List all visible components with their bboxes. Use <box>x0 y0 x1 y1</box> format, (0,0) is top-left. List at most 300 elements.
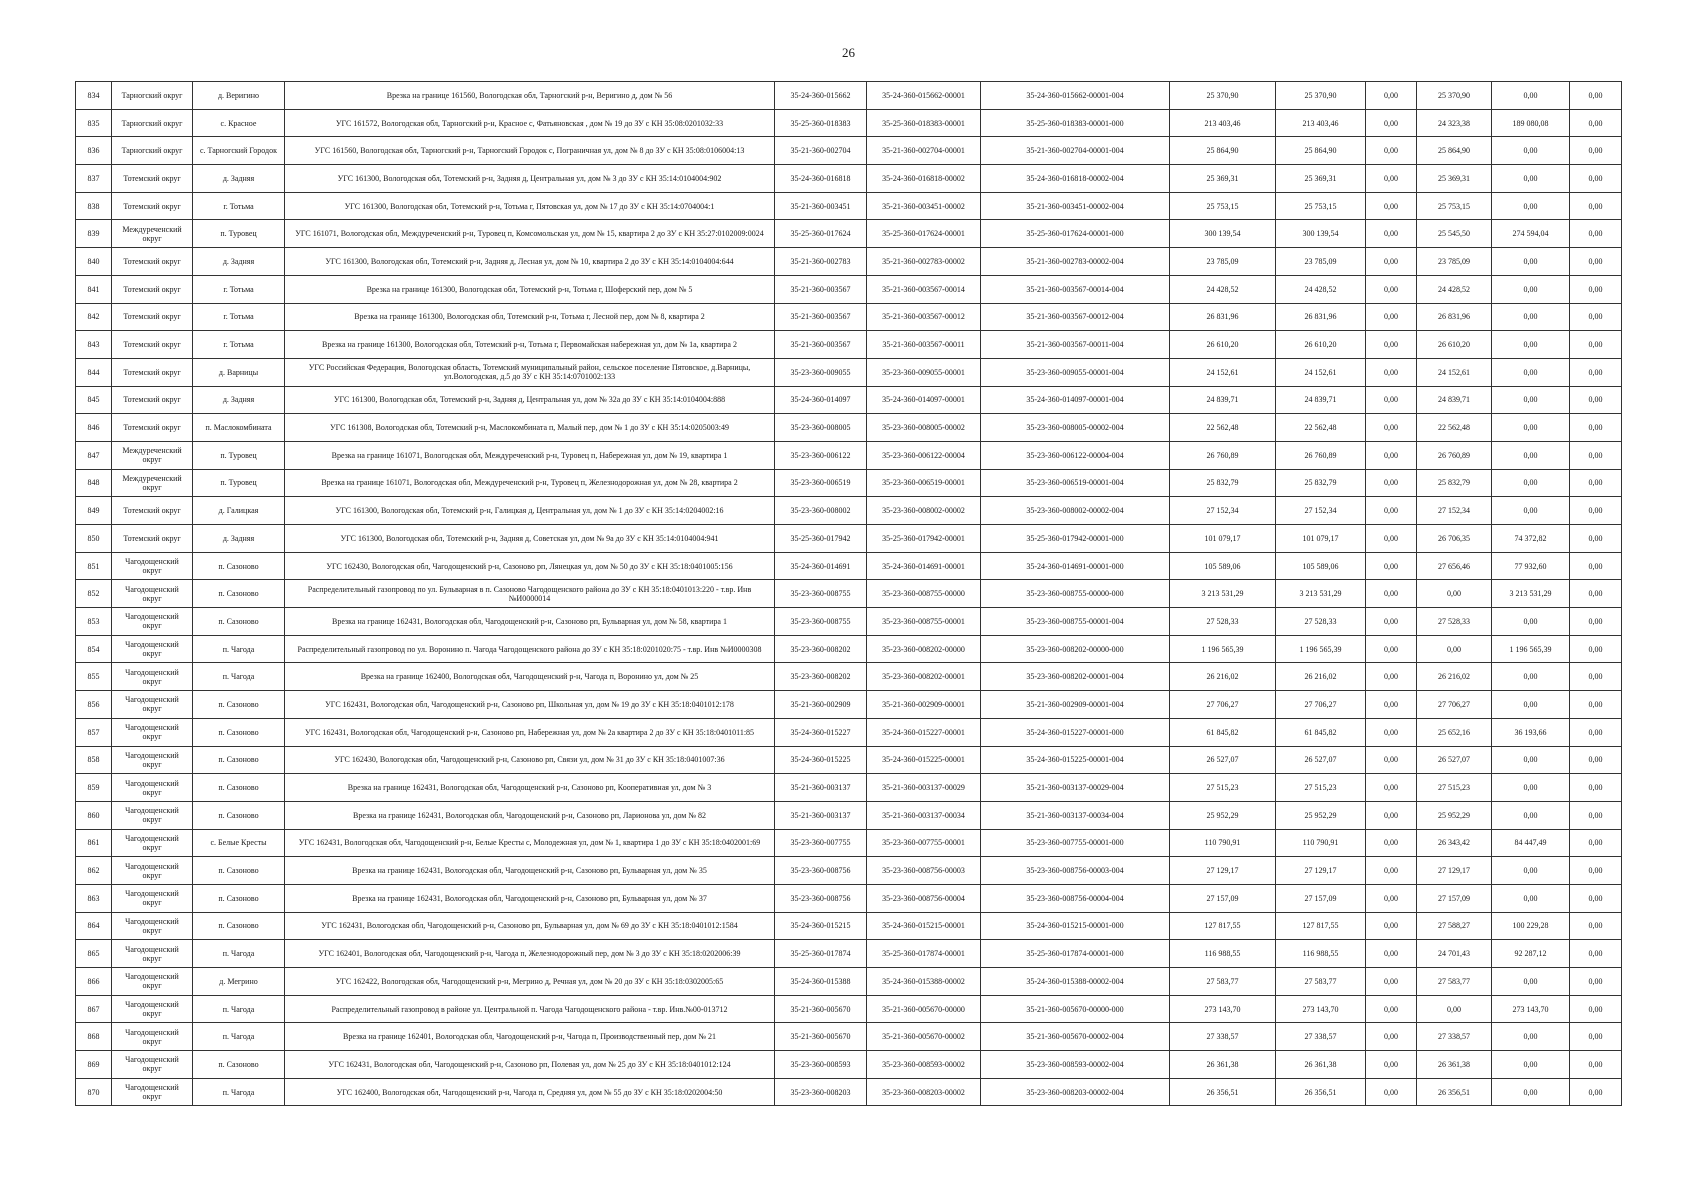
cell-cadastral-code: 35-23-360-008005 <box>775 414 867 442</box>
cell-amount-other: 0,00 <box>1570 414 1622 442</box>
cell-row-number: 863 <box>76 884 112 912</box>
cell-object-address: УГС 161300, Вологодская обл, Тотемский р-н, Задняя д, Центральная ул, дом № 3 до ЗУ с КН 35:14:0104004:902 <box>285 165 775 193</box>
cell-amount-connection: 0,00 <box>1417 580 1492 608</box>
cell-object-address: УГС 162431, Вологодская обл, Чагодощенский р-н, Сазоново рп, Набережная ул, дом № 2а квартира 2 до ЗУ с КН 35:18:0401011:85 <box>285 718 775 746</box>
cell-cadastral-code: 35-23-360-006122 <box>775 441 867 469</box>
cell-row-number: 856 <box>76 691 112 719</box>
cell-amount-connection: 26 527,07 <box>1417 746 1492 774</box>
cell-object-address: Врезка на границе 162431, Вологодская обл, Чагодощенский р-н, Сазоново рп, Бульварная ул, дом № 58, квартира 1 <box>285 608 775 636</box>
cell-amount-subtotal: 26 760,89 <box>1276 441 1366 469</box>
cell-settlement: г. Тотьма <box>193 303 285 331</box>
cell-amount-other: 0,00 <box>1570 165 1622 193</box>
cell-object-address: УГС 161560, Вологодская обл, Тарногский р-н, Тарногский Городок с, Пограничная ул, дом № 8 до ЗУ с КН 35:08:0106004:13 <box>285 137 775 165</box>
cell-district: Чагодощенский округ <box>112 801 193 829</box>
cell-amount-subtotal: 25 952,29 <box>1276 801 1366 829</box>
cell-amount-connection: 26 831,96 <box>1417 303 1492 331</box>
cell-subobject-code: 35-23-360-008756-00003-004 <box>981 857 1170 885</box>
cell-total-amount: 24 839,71 <box>1170 386 1276 414</box>
cell-settlement: д. Задняя <box>193 248 285 276</box>
cell-total-amount: 300 139,54 <box>1170 220 1276 248</box>
table-row <box>76 746 1622 774</box>
cell-amount-network: 0,00 <box>1492 414 1570 442</box>
cell-row-number: 864 <box>76 912 112 940</box>
cell-amount-other: 0,00 <box>1570 746 1622 774</box>
table-row <box>76 995 1622 1023</box>
cell-cadastral-code: 35-25-360-017942 <box>775 525 867 553</box>
cell-cadastral-code: 35-23-360-008755 <box>775 608 867 636</box>
cell-object-code: 35-24-360-014691-00001 <box>867 552 981 580</box>
cell-district: Тотемский округ <box>112 303 193 331</box>
cell-row-number: 838 <box>76 192 112 220</box>
cell-settlement: п. Сазоново <box>193 691 285 719</box>
cell-district: Чагодощенский округ <box>112 718 193 746</box>
cell-amount-zero: 0,00 <box>1366 829 1417 857</box>
table-row <box>76 1023 1622 1051</box>
cell-amount-subtotal: 25 864,90 <box>1276 137 1366 165</box>
cell-amount-zero: 0,00 <box>1366 995 1417 1023</box>
cell-subobject-code: 35-21-360-002704-00001-004 <box>981 137 1170 165</box>
cell-cadastral-code: 35-23-360-008755 <box>775 580 867 608</box>
cell-amount-other: 0,00 <box>1570 1023 1622 1051</box>
cell-total-amount: 27 706,27 <box>1170 691 1276 719</box>
cell-settlement: г. Тотьма <box>193 192 285 220</box>
cell-total-amount: 24 428,52 <box>1170 275 1276 303</box>
cell-amount-network: 273 143,70 <box>1492 995 1570 1023</box>
cell-row-number: 843 <box>76 331 112 359</box>
cell-amount-connection: 27 706,27 <box>1417 691 1492 719</box>
cell-subobject-code: 35-23-360-008756-00004-004 <box>981 884 1170 912</box>
cell-row-number: 857 <box>76 718 112 746</box>
cell-object-address: УГС 162400, Вологодская обл, Чагодощенский р-н, Чагода п, Средняя ул, дом № 55 до ЗУ с КН 35:18:0202004:50 <box>285 1078 775 1106</box>
cell-row-number: 851 <box>76 552 112 580</box>
cell-district: Чагодощенский округ <box>112 608 193 636</box>
table-row <box>76 469 1622 497</box>
cell-settlement: п. Сазоново <box>193 857 285 885</box>
table-row <box>76 497 1622 525</box>
cell-object-address: УГС 162431, Вологодская обл, Чагодощенский р-н, Сазоново рп, Школьная ул, дом № 19 до ЗУ с КН 35:18:0401012:178 <box>285 691 775 719</box>
cell-object-code: 35-23-360-008756-00004 <box>867 884 981 912</box>
cell-row-number: 867 <box>76 995 112 1023</box>
cell-object-address: УГС 161300, Вологодская обл, Тотемский р-н, Задняя д, Центральная ул, дом № 32а до ЗУ с КН 35:14:0104004:888 <box>285 386 775 414</box>
cell-amount-zero: 0,00 <box>1366 552 1417 580</box>
cell-total-amount: 22 562,48 <box>1170 414 1276 442</box>
table-row <box>76 1078 1622 1106</box>
cell-subobject-code: 35-21-360-003567-00012-004 <box>981 303 1170 331</box>
table-row <box>76 635 1622 663</box>
cell-amount-zero: 0,00 <box>1366 469 1417 497</box>
cell-cadastral-code: 35-24-360-015388 <box>775 968 867 996</box>
cell-amount-other: 0,00 <box>1570 441 1622 469</box>
cell-amount-connection: 27 588,27 <box>1417 912 1492 940</box>
cell-district: Чагодощенский округ <box>112 635 193 663</box>
cell-amount-connection: 26 356,51 <box>1417 1078 1492 1106</box>
cell-row-number: 845 <box>76 386 112 414</box>
cell-amount-network: 1 196 565,39 <box>1492 635 1570 663</box>
cell-amount-zero: 0,00 <box>1366 968 1417 996</box>
cell-amount-connection: 22 562,48 <box>1417 414 1492 442</box>
cell-cadastral-code: 35-25-360-017624 <box>775 220 867 248</box>
cell-amount-network: 274 594,04 <box>1492 220 1570 248</box>
cell-district: Чагодощенский округ <box>112 940 193 968</box>
cell-cadastral-code: 35-23-360-007755 <box>775 829 867 857</box>
cell-object-code: 35-25-360-017874-00001 <box>867 940 981 968</box>
cell-object-code: 35-24-360-014097-00001 <box>867 386 981 414</box>
cell-object-code: 35-21-360-003567-00014 <box>867 275 981 303</box>
cell-amount-other: 0,00 <box>1570 995 1622 1023</box>
page-number: 26 <box>842 45 855 60</box>
cell-subobject-code: 35-24-360-016818-00002-004 <box>981 165 1170 193</box>
cell-row-number: 860 <box>76 801 112 829</box>
cell-amount-other: 0,00 <box>1570 303 1622 331</box>
cell-amount-other: 0,00 <box>1570 331 1622 359</box>
cell-district: Чагодощенский округ <box>112 884 193 912</box>
cell-settlement: п. Сазоново <box>193 580 285 608</box>
cell-object-code: 35-21-360-005670-00002 <box>867 1023 981 1051</box>
cell-total-amount: 105 589,06 <box>1170 552 1276 580</box>
cell-total-amount: 23 785,09 <box>1170 248 1276 276</box>
cell-amount-zero: 0,00 <box>1366 580 1417 608</box>
cell-total-amount: 25 370,90 <box>1170 82 1276 110</box>
table-row <box>76 525 1622 553</box>
cell-total-amount: 213 403,46 <box>1170 109 1276 137</box>
cell-object-code: 35-23-360-008755-00000 <box>867 580 981 608</box>
cell-amount-network: 0,00 <box>1492 1023 1570 1051</box>
cell-object-code: 35-23-360-009055-00001 <box>867 358 981 386</box>
cell-row-number: 834 <box>76 82 112 110</box>
cell-subobject-code: 35-21-360-003137-00029-004 <box>981 774 1170 802</box>
cell-total-amount: 27 515,23 <box>1170 774 1276 802</box>
cell-amount-connection: 25 864,90 <box>1417 137 1492 165</box>
cell-amount-subtotal: 1 196 565,39 <box>1276 635 1366 663</box>
cell-amount-connection: 27 129,17 <box>1417 857 1492 885</box>
cell-amount-subtotal: 101 079,17 <box>1276 525 1366 553</box>
cell-settlement: д. Задняя <box>193 525 285 553</box>
cell-object-code: 35-24-360-015662-00001 <box>867 82 981 110</box>
cell-amount-subtotal: 213 403,46 <box>1276 109 1366 137</box>
cell-object-address: УГС 162431, Вологодская обл, Чагодощенский р-н, Сазоново рп, Полевая ул, дом № 25 до ЗУ с КН 35:18:0401012:124 <box>285 1051 775 1079</box>
table-row <box>76 165 1622 193</box>
cell-object-address: УГС 161071, Вологодская обл, Междуреченский р-н, Туровец п, Комсомольская ул, дом № 15, квартира 2 до ЗУ с КН 35:27:0102009:0024 <box>285 220 775 248</box>
cell-amount-subtotal: 27 528,33 <box>1276 608 1366 636</box>
cell-amount-connection: 24 152,61 <box>1417 358 1492 386</box>
cell-row-number: 850 <box>76 525 112 553</box>
table-row <box>76 552 1622 580</box>
cell-amount-connection: 25 832,79 <box>1417 469 1492 497</box>
cell-settlement: п. Туровец <box>193 469 285 497</box>
cell-total-amount: 25 864,90 <box>1170 137 1276 165</box>
cell-amount-subtotal: 23 785,09 <box>1276 248 1366 276</box>
cell-amount-connection: 24 839,71 <box>1417 386 1492 414</box>
cell-amount-subtotal: 22 562,48 <box>1276 414 1366 442</box>
cell-cadastral-code: 35-23-360-008593 <box>775 1051 867 1079</box>
cell-subobject-code: 35-23-360-007755-00001-000 <box>981 829 1170 857</box>
cell-district: Чагодощенский округ <box>112 857 193 885</box>
cell-amount-connection: 25 652,16 <box>1417 718 1492 746</box>
cell-subobject-code: 35-25-360-017874-00001-000 <box>981 940 1170 968</box>
cell-amount-zero: 0,00 <box>1366 1023 1417 1051</box>
cell-district: Тотемский округ <box>112 165 193 193</box>
cell-amount-subtotal: 24 152,61 <box>1276 358 1366 386</box>
cell-amount-connection: 27 528,33 <box>1417 608 1492 636</box>
cell-amount-connection: 25 545,50 <box>1417 220 1492 248</box>
cell-district: Чагодощенский округ <box>112 995 193 1023</box>
cell-amount-subtotal: 273 143,70 <box>1276 995 1366 1023</box>
cell-amount-network: 0,00 <box>1492 608 1570 636</box>
cell-settlement: д. Задняя <box>193 165 285 193</box>
cell-amount-other: 0,00 <box>1570 552 1622 580</box>
cell-amount-connection: 26 760,89 <box>1417 441 1492 469</box>
cell-settlement: п. Сазоново <box>193 608 285 636</box>
table-row <box>76 109 1622 137</box>
cell-amount-zero: 0,00 <box>1366 441 1417 469</box>
cell-subobject-code: 35-21-360-003567-00011-004 <box>981 331 1170 359</box>
cell-object-address: УГС 161300, Вологодская обл, Тотемский р-н, Задняя д, Советская ул, дом № 9а до ЗУ с КН 35:14:0104004:941 <box>285 525 775 553</box>
cell-amount-zero: 0,00 <box>1366 1051 1417 1079</box>
cell-row-number: 862 <box>76 857 112 885</box>
cell-subobject-code: 35-23-360-006519-00001-004 <box>981 469 1170 497</box>
table-row <box>76 248 1622 276</box>
cell-amount-network: 0,00 <box>1492 331 1570 359</box>
cell-settlement: п. Чагода <box>193 663 285 691</box>
table-row <box>76 358 1622 386</box>
cell-amount-other: 0,00 <box>1570 497 1622 525</box>
cell-amount-network: 189 080,08 <box>1492 109 1570 137</box>
cell-subobject-code: 35-23-360-008755-00001-004 <box>981 608 1170 636</box>
cell-amount-other: 0,00 <box>1570 525 1622 553</box>
table-row <box>76 331 1622 359</box>
cell-settlement: п. Сазоново <box>193 774 285 802</box>
cell-amount-other: 0,00 <box>1570 248 1622 276</box>
cell-settlement: д. Галицкая <box>193 497 285 525</box>
cell-amount-subtotal: 25 370,90 <box>1276 82 1366 110</box>
cell-district: Тотемский округ <box>112 386 193 414</box>
cell-amount-connection: 25 369,31 <box>1417 165 1492 193</box>
cell-amount-subtotal: 27 338,57 <box>1276 1023 1366 1051</box>
cell-row-number: 848 <box>76 469 112 497</box>
cell-amount-network: 84 447,49 <box>1492 829 1570 857</box>
cell-amount-connection: 27 152,34 <box>1417 497 1492 525</box>
table-row <box>76 82 1622 110</box>
cell-amount-zero: 0,00 <box>1366 746 1417 774</box>
cell-settlement: п. Туровец <box>193 441 285 469</box>
cell-settlement: п. Чагода <box>193 940 285 968</box>
cell-cadastral-code: 35-23-360-008203 <box>775 1078 867 1106</box>
cell-amount-other: 0,00 <box>1570 663 1622 691</box>
cell-district: Чагодощенский округ <box>112 774 193 802</box>
cell-amount-subtotal: 24 839,71 <box>1276 386 1366 414</box>
cell-district: Междуреченский округ <box>112 441 193 469</box>
cell-object-address: УГС 162430, Вологодская обл, Чагодощенский р-н, Сазоново рп, Лянецкая ул, дом № 50 до ЗУ с КН 35:18:0401005:156 <box>285 552 775 580</box>
cell-amount-network: 0,00 <box>1492 884 1570 912</box>
cell-row-number: 852 <box>76 580 112 608</box>
cell-row-number: 835 <box>76 109 112 137</box>
cell-amount-network: 100 229,28 <box>1492 912 1570 940</box>
cell-row-number: 842 <box>76 303 112 331</box>
cell-total-amount: 26 361,38 <box>1170 1051 1276 1079</box>
cell-object-code: 35-25-360-018383-00001 <box>867 109 981 137</box>
cell-row-number: 866 <box>76 968 112 996</box>
cell-total-amount: 110 790,91 <box>1170 829 1276 857</box>
cell-amount-subtotal: 110 790,91 <box>1276 829 1366 857</box>
cell-object-code: 35-23-360-008755-00001 <box>867 608 981 636</box>
cell-subobject-code: 35-21-360-003451-00002-004 <box>981 192 1170 220</box>
cell-amount-subtotal: 26 356,51 <box>1276 1078 1366 1106</box>
cell-object-code: 35-23-360-007755-00001 <box>867 829 981 857</box>
cell-object-code: 35-23-360-008593-00002 <box>867 1051 981 1079</box>
cell-object-code: 35-24-360-015225-00001 <box>867 746 981 774</box>
cell-amount-subtotal: 61 845,82 <box>1276 718 1366 746</box>
cell-settlement: п. Сазоново <box>193 746 285 774</box>
cell-cadastral-code: 35-21-360-002783 <box>775 248 867 276</box>
cell-subobject-code: 35-23-360-008593-00002-004 <box>981 1051 1170 1079</box>
cell-subobject-code: 35-24-360-015662-00001-004 <box>981 82 1170 110</box>
table-row <box>76 857 1622 885</box>
cell-amount-network: 0,00 <box>1492 857 1570 885</box>
cell-subobject-code: 35-21-360-003137-00034-004 <box>981 801 1170 829</box>
cell-cadastral-code: 35-21-360-003137 <box>775 801 867 829</box>
cell-row-number: 841 <box>76 275 112 303</box>
cell-object-address: УГС 162422, Вологодская обл, Чагодощенский р-н, Мегрино д, Речная ул, дом № 20 до ЗУ с КН 35:18:0302005:65 <box>285 968 775 996</box>
cell-settlement: п. Чагода <box>193 995 285 1023</box>
cell-amount-other: 0,00 <box>1570 358 1622 386</box>
cell-object-code: 35-23-360-006122-00004 <box>867 441 981 469</box>
cell-amount-other: 0,00 <box>1570 1078 1622 1106</box>
cell-cadastral-code: 35-24-360-015227 <box>775 718 867 746</box>
cell-amount-other: 0,00 <box>1570 1051 1622 1079</box>
cell-amount-other: 0,00 <box>1570 82 1622 110</box>
cell-settlement: д. Веригино <box>193 82 285 110</box>
cell-subobject-code: 35-23-360-008202-00001-004 <box>981 663 1170 691</box>
cell-district: Тотемский округ <box>112 414 193 442</box>
cell-total-amount: 101 079,17 <box>1170 525 1276 553</box>
cell-district: Чагодощенский округ <box>112 829 193 857</box>
table-row <box>76 718 1622 746</box>
cell-amount-connection: 24 428,52 <box>1417 275 1492 303</box>
cell-settlement: г. Тотьма <box>193 331 285 359</box>
cell-amount-connection: 27 338,57 <box>1417 1023 1492 1051</box>
cell-amount-zero: 0,00 <box>1366 275 1417 303</box>
cell-district: Чагодощенский округ <box>112 663 193 691</box>
cell-amount-zero: 0,00 <box>1366 608 1417 636</box>
cell-cadastral-code: 35-21-360-003567 <box>775 331 867 359</box>
cell-object-code: 35-21-360-003451-00002 <box>867 192 981 220</box>
cell-subobject-code: 35-25-360-018383-00001-000 <box>981 109 1170 137</box>
cell-cadastral-code: 35-21-360-002909 <box>775 691 867 719</box>
cell-amount-subtotal: 26 610,20 <box>1276 331 1366 359</box>
cell-total-amount: 25 832,79 <box>1170 469 1276 497</box>
cell-object-address: УГС 162431, Вологодская обл, Чагодощенский р-н, Белые Кресты с, Молодежная ул, дом № 1, квартира 1 до ЗУ с КН 35:18:0402001:69 <box>285 829 775 857</box>
table-row <box>76 441 1622 469</box>
cell-subobject-code: 35-24-360-014097-00001-004 <box>981 386 1170 414</box>
cell-amount-subtotal: 3 213 531,29 <box>1276 580 1366 608</box>
cell-amount-subtotal: 27 129,17 <box>1276 857 1366 885</box>
cell-settlement: п. Маслокомбината <box>193 414 285 442</box>
cell-amount-subtotal: 27 157,09 <box>1276 884 1366 912</box>
cell-object-code: 35-23-360-006519-00001 <box>867 469 981 497</box>
cell-settlement: с. Тарногский Городок <box>193 137 285 165</box>
cell-amount-connection: 23 785,09 <box>1417 248 1492 276</box>
cell-object-code: 35-21-360-003567-00012 <box>867 303 981 331</box>
cell-cadastral-code: 35-23-360-008756 <box>775 857 867 885</box>
table-row <box>76 884 1622 912</box>
cell-district: Тотемский округ <box>112 248 193 276</box>
cell-amount-zero: 0,00 <box>1366 801 1417 829</box>
table-row <box>76 940 1622 968</box>
cell-district: Чагодощенский округ <box>112 968 193 996</box>
cell-settlement: п. Чагода <box>193 1078 285 1106</box>
cell-object-code: 35-25-360-017942-00001 <box>867 525 981 553</box>
cell-object-address: Врезка на границе 162431, Вологодская обл, Чагодощенский р-н, Сазоново рп, Кооперативная ул, дом № 3 <box>285 774 775 802</box>
cell-amount-connection: 27 583,77 <box>1417 968 1492 996</box>
cell-amount-subtotal: 105 589,06 <box>1276 552 1366 580</box>
cell-subobject-code: 35-21-360-005670-00000-000 <box>981 995 1170 1023</box>
cell-amount-connection: 27 656,46 <box>1417 552 1492 580</box>
cell-amount-network: 0,00 <box>1492 746 1570 774</box>
cell-object-address: Врезка на границе 162431, Вологодская обл, Чагодощенский р-н, Сазоново рп, Бульварная ул, дом № 37 <box>285 884 775 912</box>
cell-amount-network: 0,00 <box>1492 358 1570 386</box>
cell-subobject-code: 35-21-360-002783-00002-004 <box>981 248 1170 276</box>
table-row <box>76 691 1622 719</box>
cell-amount-other: 0,00 <box>1570 109 1622 137</box>
cell-object-code: 35-23-360-008756-00003 <box>867 857 981 885</box>
cell-amount-other: 0,00 <box>1570 192 1622 220</box>
cell-row-number: 844 <box>76 358 112 386</box>
cell-object-code: 35-23-360-008002-00002 <box>867 497 981 525</box>
cell-object-address: УГС 162431, Вологодская обл, Чагодощенский р-н, Сазоново рп, Бульварная ул, дом № 69 до ЗУ с КН 35:18:0401012:1584 <box>285 912 775 940</box>
cell-amount-connection: 27 157,09 <box>1417 884 1492 912</box>
cell-amount-other: 0,00 <box>1570 220 1622 248</box>
cell-amount-network: 77 932,60 <box>1492 552 1570 580</box>
cell-subobject-code: 35-21-360-002909-00001-004 <box>981 691 1170 719</box>
cell-amount-connection: 26 610,20 <box>1417 331 1492 359</box>
cell-object-address: Распределительный газопровод по ул. Бульварная в п. Сазоново Чагодощенского района до ЗУ с КН 35:18:0401013:220 - т.вр. Инв №И0000014 <box>285 580 775 608</box>
cell-cadastral-code: 35-21-360-005670 <box>775 995 867 1023</box>
table-row <box>76 192 1622 220</box>
cell-amount-zero: 0,00 <box>1366 635 1417 663</box>
cell-amount-network: 0,00 <box>1492 165 1570 193</box>
cell-object-address: Распределительный газопровод в районе ул. Центральной п. Чагода Чагодощенского района - т.вр. Инв.№00-013712 <box>285 995 775 1023</box>
cell-cadastral-code: 35-23-360-008756 <box>775 884 867 912</box>
cell-row-number: 854 <box>76 635 112 663</box>
cell-object-code: 35-23-360-008005-00002 <box>867 414 981 442</box>
cell-total-amount: 3 213 531,29 <box>1170 580 1276 608</box>
cell-total-amount: 26 760,89 <box>1170 441 1276 469</box>
cell-amount-subtotal: 25 753,15 <box>1276 192 1366 220</box>
cell-total-amount: 27 157,09 <box>1170 884 1276 912</box>
table-row <box>76 303 1622 331</box>
table-row <box>76 829 1622 857</box>
cell-amount-network: 0,00 <box>1492 248 1570 276</box>
cell-district: Тотемский округ <box>112 192 193 220</box>
cell-settlement: д. Мегрино <box>193 968 285 996</box>
cell-cadastral-code: 35-25-360-018383 <box>775 109 867 137</box>
cell-object-address: Врезка на границе 162431, Вологодская обл, Чагодощенский р-н, Сазоново рп, Ларионова ул, дом № 82 <box>285 801 775 829</box>
cell-total-amount: 27 528,33 <box>1170 608 1276 636</box>
cell-object-address: Врезка на границе 162400, Вологодская обл, Чагодощенский р-н, Чагода п, Воронино ул, дом № 25 <box>285 663 775 691</box>
cell-amount-zero: 0,00 <box>1366 82 1417 110</box>
cell-amount-subtotal: 27 583,77 <box>1276 968 1366 996</box>
table-row <box>76 801 1622 829</box>
cell-amount-zero: 0,00 <box>1366 109 1417 137</box>
cell-cadastral-code: 35-21-360-003137 <box>775 774 867 802</box>
cell-amount-network: 0,00 <box>1492 691 1570 719</box>
cell-cadastral-code: 35-21-360-003567 <box>775 275 867 303</box>
cell-amount-network: 0,00 <box>1492 1051 1570 1079</box>
cell-row-number: 847 <box>76 441 112 469</box>
cell-district: Тотемский округ <box>112 331 193 359</box>
cell-cadastral-code: 35-21-360-003451 <box>775 192 867 220</box>
cell-subobject-code: 35-23-360-008203-00002-004 <box>981 1078 1170 1106</box>
